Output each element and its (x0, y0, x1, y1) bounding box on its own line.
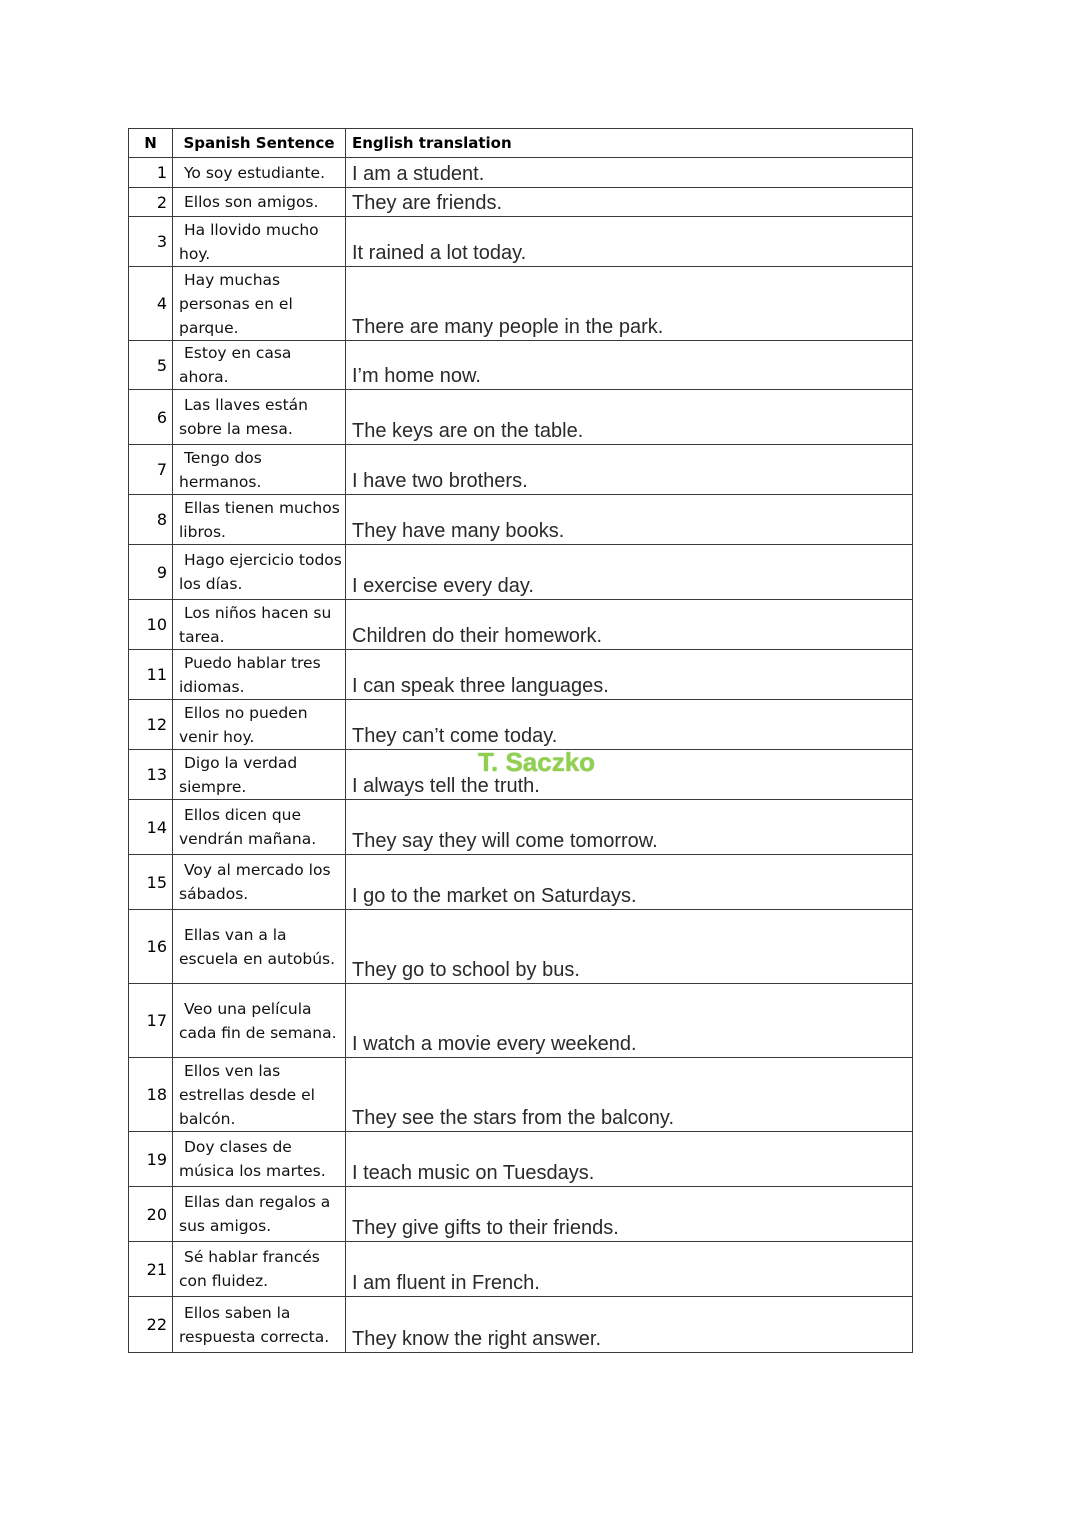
spanish-sentence: Hay muchas personas en el parque. (173, 267, 346, 341)
row-number: 20 (129, 1187, 173, 1242)
row-number: 21 (129, 1242, 173, 1297)
english-translation-text: I teach music on Tuesdays. (352, 1162, 595, 1184)
english-translation-text: They give gifts to their friends. (352, 1217, 619, 1239)
table-row (129, 1187, 913, 1242)
english-translation (346, 1297, 913, 1353)
table-row (129, 188, 913, 217)
row-number: 8 (129, 495, 173, 545)
english-translation-text: The keys are on the table. (352, 420, 584, 442)
row-number: 4 (129, 267, 173, 341)
row-number: 6 (129, 390, 173, 445)
english-translation-text: They have many books. (352, 520, 565, 542)
english-translation-text: They say they will come tomorrow. (352, 830, 658, 852)
english-translation-text: Children do their homework. (352, 625, 603, 647)
english-translation (346, 158, 913, 188)
table-row (129, 700, 913, 750)
table-row (129, 855, 913, 910)
row-number: 2 (129, 188, 173, 217)
spanish-sentence: Veo una película cada fin de semana. (173, 984, 346, 1058)
row-number: 5 (129, 341, 173, 390)
english-translation (346, 800, 913, 855)
english-translation (346, 217, 913, 267)
english-translation-text: They know the right answer. (352, 1328, 602, 1350)
row-number: 16 (129, 910, 173, 984)
row-number: 9 (129, 545, 173, 600)
spanish-sentence: Sé hablar francés con fluidez. (173, 1242, 346, 1297)
english-translation (346, 1187, 913, 1242)
english-translation (346, 188, 913, 217)
english-translation-text: I can speak three languages. (352, 675, 609, 697)
english-translation-text: I am a student. (352, 163, 485, 185)
english-translation-text: I always tell the truth. (352, 775, 540, 797)
english-translation (346, 1058, 913, 1132)
spanish-sentence: Ellas tienen muchos libros. (173, 495, 346, 545)
header-spanish: Spanish Sentence (173, 129, 346, 158)
row-number: 12 (129, 700, 173, 750)
table-row (129, 341, 913, 390)
spanish-sentence: Ellos no pueden venir hoy. (173, 700, 346, 750)
english-translation-text: They see the stars from the balcony. (352, 1107, 675, 1129)
table-row (129, 545, 913, 600)
table-row (129, 1058, 913, 1132)
spanish-sentence: Ha llovido mucho hoy. (173, 217, 346, 267)
row-number: 14 (129, 800, 173, 855)
english-translation (346, 910, 913, 984)
english-translation (346, 267, 913, 341)
english-translation (346, 1242, 913, 1297)
english-translation-text: They go to school by bus. (352, 959, 580, 981)
row-number: 7 (129, 445, 173, 495)
english-translation-text: I have two brothers. (352, 470, 528, 492)
spanish-sentence: Ellos ven las estrellas desde el balcón. (173, 1058, 346, 1132)
spanish-sentence: Puedo hablar tres idiomas. (173, 650, 346, 700)
table-row (129, 1242, 913, 1297)
english-translation-text: They can’t come today. (352, 725, 558, 747)
spanish-sentence: Yo soy estudiante. (173, 158, 346, 188)
table-row (129, 650, 913, 700)
table-row (129, 267, 913, 341)
english-translation-text: There are many people in the park. (352, 316, 664, 338)
watermark: T. Saczko (478, 747, 596, 777)
row-number: 10 (129, 600, 173, 650)
row-number: 1 (129, 158, 173, 188)
english-translation-text: I am fluent in French. (352, 1272, 540, 1294)
table-row (129, 158, 913, 188)
table-row (129, 600, 913, 650)
english-translation-text: I’m home now. (352, 365, 481, 387)
row-number: 13 (129, 750, 173, 800)
english-translation-text: They are friends. (352, 192, 503, 214)
table-row (129, 800, 913, 855)
table-header (129, 129, 913, 158)
row-number: 3 (129, 217, 173, 267)
row-number: 18 (129, 1058, 173, 1132)
table-row (129, 445, 913, 495)
english-translation (346, 855, 913, 910)
english-translation (346, 700, 913, 750)
header-english: English translation (346, 129, 913, 158)
english-translation (346, 390, 913, 445)
english-translation (346, 650, 913, 700)
spanish-sentence: Tengo dos hermanos. (173, 445, 346, 495)
spanish-sentence: Doy clases de música los martes. (173, 1132, 346, 1187)
english-translation (346, 495, 913, 545)
spanish-sentence: Ellos son amigos. (173, 188, 346, 217)
english-translation-text: I exercise every day. (352, 575, 534, 597)
english-translation (346, 545, 913, 600)
spanish-sentence: Estoy en casa ahora. (173, 341, 346, 390)
translation-table (128, 128, 913, 1353)
table-row (129, 217, 913, 267)
english-translation (346, 600, 913, 650)
row-number: 17 (129, 984, 173, 1058)
table-row (129, 1297, 913, 1353)
spanish-sentence: Ellos dicen que vendrán mañana. (173, 800, 346, 855)
header-number: N (129, 129, 173, 158)
english-translation-text: I watch a movie every weekend. (352, 1033, 637, 1055)
spanish-sentence: Las llaves están sobre la mesa. (173, 390, 346, 445)
english-translation (346, 341, 913, 390)
table-row (129, 1132, 913, 1187)
row-number: 15 (129, 855, 173, 910)
english-translation (346, 750, 913, 800)
spanish-sentence: Digo la verdad siempre. (173, 750, 346, 800)
header-row (129, 129, 913, 158)
english-translation (346, 984, 913, 1058)
english-translation-text: I go to the market on Saturdays. (352, 885, 637, 907)
row-number: 19 (129, 1132, 173, 1187)
table-row (129, 495, 913, 545)
english-translation (346, 445, 913, 495)
spanish-sentence: Ellas van a la escuela en autobús. (173, 910, 346, 984)
spanish-sentence: Hago ejercicio todos los días. (173, 545, 346, 600)
spanish-sentence: Los niños hacen su tarea. (173, 600, 346, 650)
table-row (129, 984, 913, 1058)
spanish-sentence: Ellas dan regalos a sus amigos. (173, 1187, 346, 1242)
table-row (129, 910, 913, 984)
english-translation-text: It rained a lot today. (352, 242, 527, 264)
row-number: 22 (129, 1297, 173, 1353)
spanish-sentence: Ellos saben la respuesta correcta. (173, 1297, 346, 1353)
table-row (129, 390, 913, 445)
spanish-sentence: Voy al mercado los sábados. (173, 855, 346, 910)
english-translation (346, 1132, 913, 1187)
row-number: 11 (129, 650, 173, 700)
